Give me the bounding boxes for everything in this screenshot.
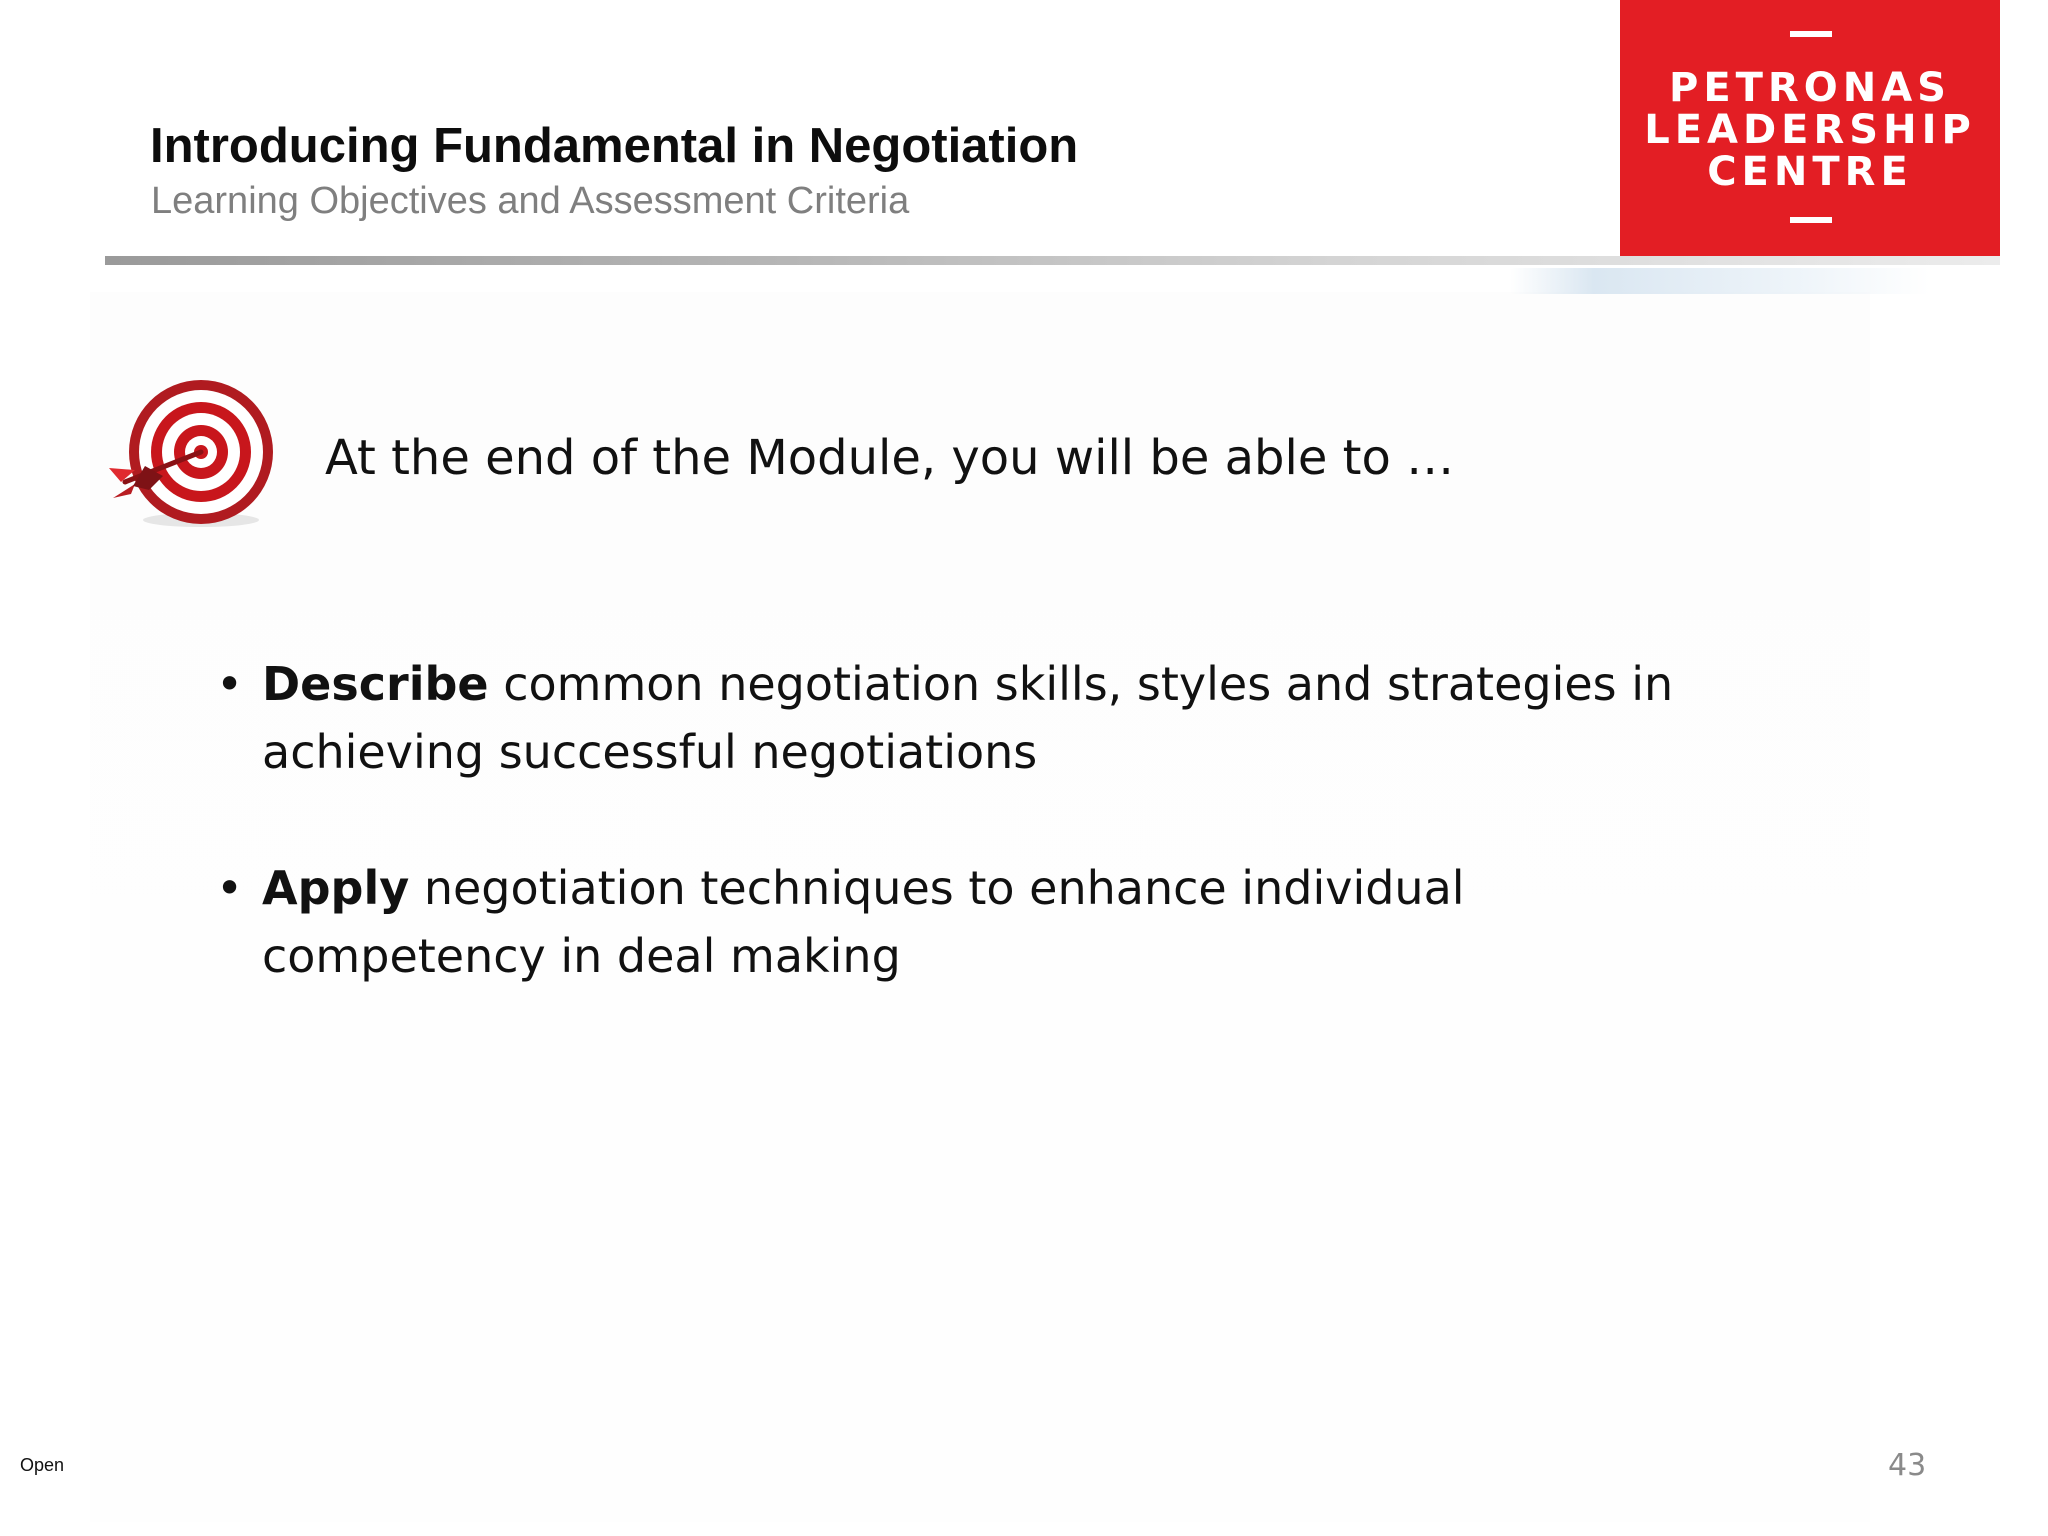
intro-text: At the end of the Module, you will be able to … <box>325 430 1455 486</box>
objective-text: negotiation techniques to enhance individual competency in deal making <box>262 861 1465 983</box>
logo-line-1: PETRONAS <box>1669 65 1951 111</box>
objectives-list <box>214 650 1734 1058</box>
objective-item <box>214 854 1734 990</box>
page-number: 43 <box>1888 1448 1927 1483</box>
objective-item <box>214 650 1734 786</box>
logo-line-3: CENTRE <box>1707 149 1913 195</box>
objective-verb: Describe <box>262 657 489 711</box>
petronas-leadership-centre-logo <box>1620 0 2000 256</box>
classification-label: Open <box>20 1455 65 1475</box>
bullet: • <box>216 657 244 711</box>
slide-subtitle: Learning Objectives and Assessment Criteria <box>151 180 910 222</box>
slide-title: Introducing Fundamental in Negotiation <box>150 119 1079 173</box>
header-divider-shadow <box>1510 268 1930 294</box>
bullet: • <box>216 861 244 915</box>
objective-verb: Apply <box>262 861 410 915</box>
header-divider <box>105 256 2000 265</box>
target-icon <box>105 372 285 532</box>
objective-text: common negotiation skills, styles and strategies in achieving successful negotiations <box>262 657 1674 779</box>
logo-line-2: LEADERSHIP <box>1644 107 1976 153</box>
logo-top-dash <box>1790 31 1832 37</box>
logo-bottom-dash <box>1790 217 1832 223</box>
